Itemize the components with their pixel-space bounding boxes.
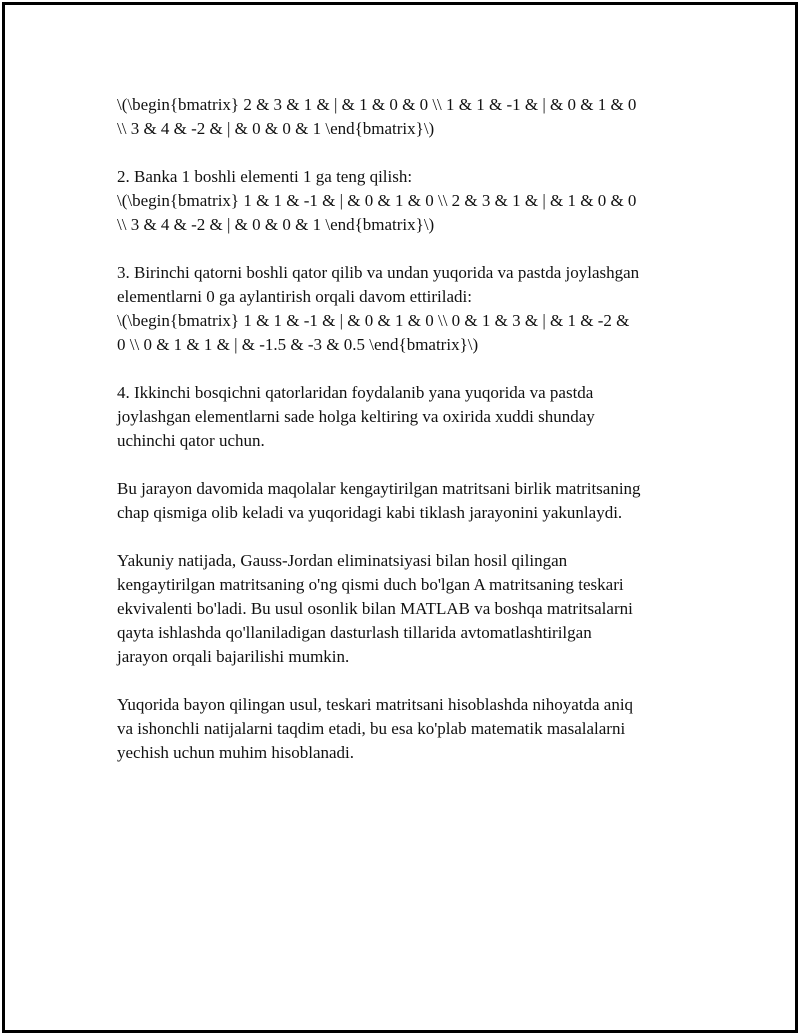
conclusion-paragraph: Yuqorida bayon qilingan usul, teskari matritsani hisoblashda nihoyatda aniq va ishonchli natijalarni taqdim etadi, bu esa ko'plab matematik masalalarni yechish uchun muhim hisoblanadi. (117, 695, 634, 762)
document-body (117, 93, 687, 789)
matrix-initial: \(\begin{bmatrix} 2 & 3 & 1 & | & 1 & 0 & 0 \\ 1 & 1 & -1 & | & 0 & 1 & 0 \\ 3 & 4 & -2 & | & 0 & 0 & 1 \end{bmatrix}\) (117, 95, 637, 138)
step-4-paragraph: 4. Ikkinchi bosqichni qatorlaridan foydalanib yana yuqorida va pastda joylashgan elementlarni sade holga keltiring va oxirida xuddi shunday uchinchi qator uchun. (117, 383, 595, 450)
step-2-paragraph: 2. Banka 1 boshli elementi 1 ga teng qilish: \(\begin{bmatrix} 1 & 1 & -1 & | & 0 & 1 & 0 \\ 2 & 3 & 1 & | & 1 & 0 & 0 \\ 3 & 4 & -2 & | & 0 & 0 & 1 \end{bmatrix}\) (117, 167, 637, 234)
process-paragraph: Bu jarayon davomida maqolalar kengaytirilgan matritsani birlik matritsaning chap qismiga olib keladi va yuqoridagi kabi tiklash jarayonini yakunlaydi. (117, 479, 641, 522)
step-3-paragraph: 3. Birinchi qatorni boshli qator qilib va undan yuqorida va pastda joylashgan elementlarni 0 ga aylantirish orqali davom ettiriladi: \(\begin{bmatrix} 1 & 1 & -1 & | & 0 & 1 & 0 \\ 0 & 1 & 3 & | & 1 & -2 & 0 \\ 0 & 1 & 1 & | & -1.5 & -3 & 0.5 \end{bmatrix}\) (117, 263, 640, 354)
result-paragraph: Yakuniy natijada, Gauss-Jordan eliminatsiyasi bilan hosil qilingan kengaytirilgan matritsaning o'ng qismi duch bo'lgan A matritsaning teskari ekvivalenti bo'ladi. Bu usul osonlik bilan MATLAB va boshqa matritsalarni qayta ishlashda qo'llaniladigan dasturlash tillarida avtomatlashtirilgan jarayon orqali bajarilishi mumkin. (117, 551, 633, 666)
